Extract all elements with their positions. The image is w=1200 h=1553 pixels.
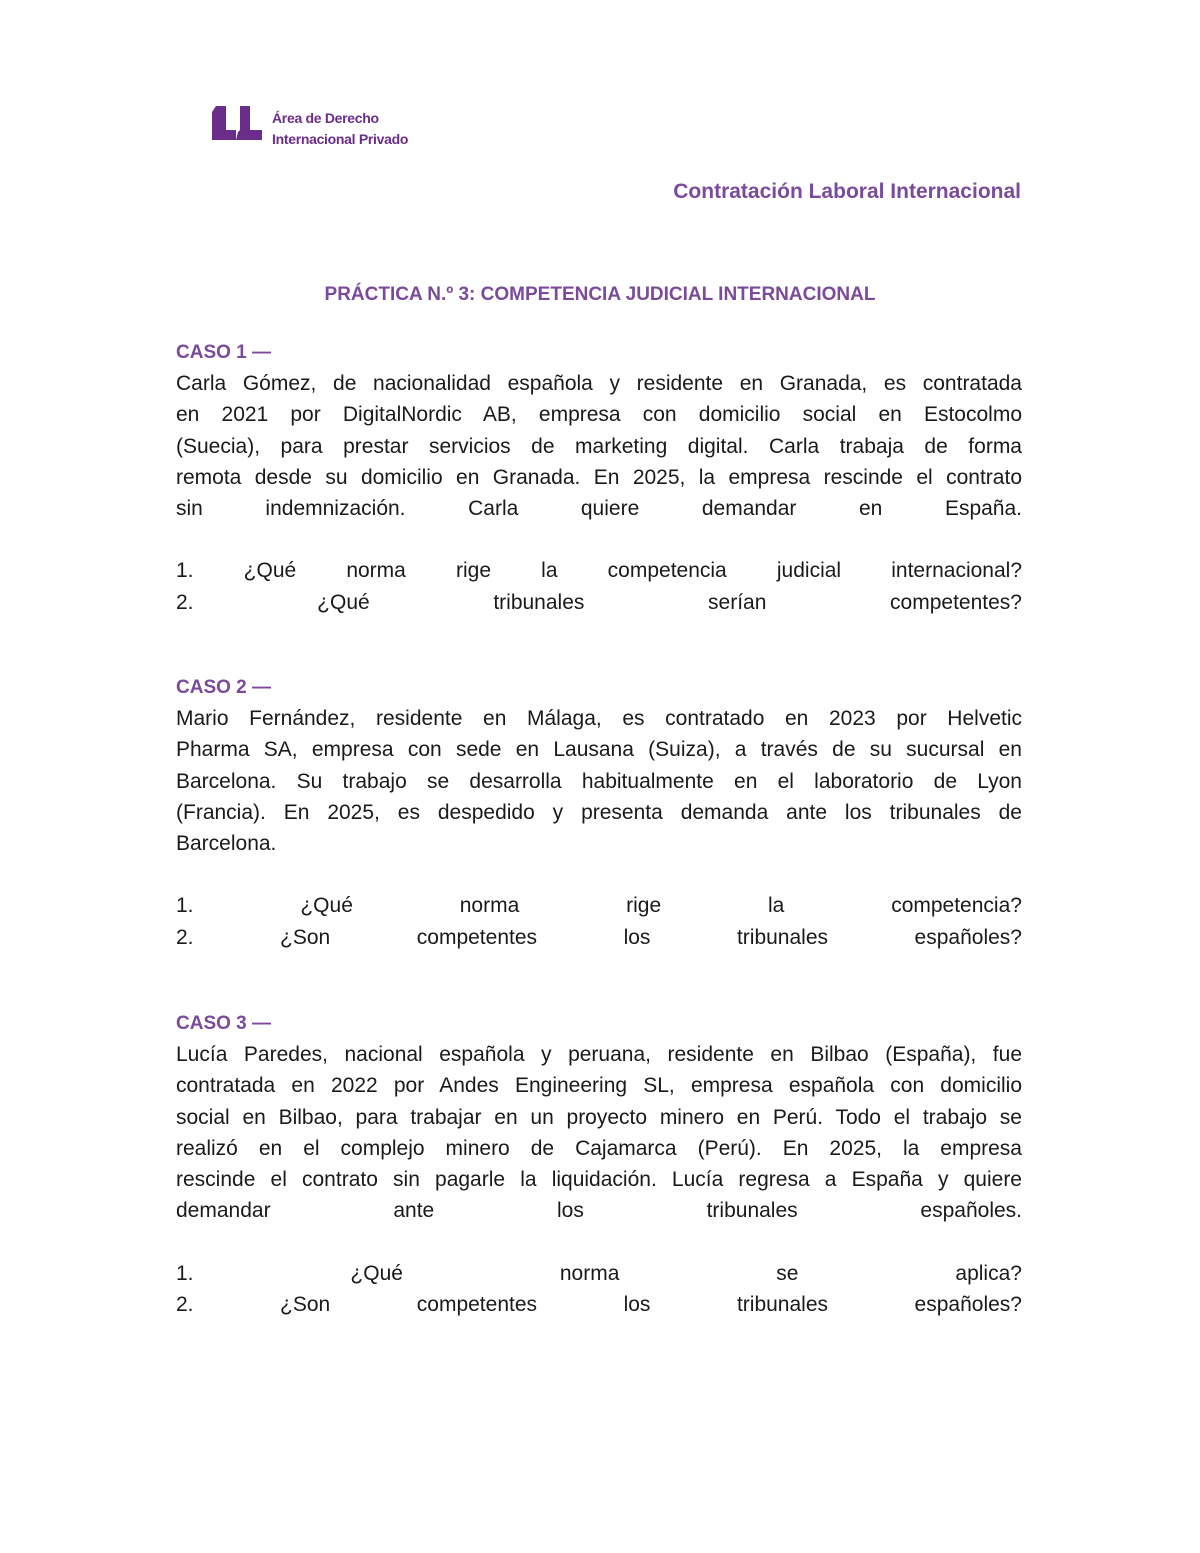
question-2: [176, 1289, 1022, 1320]
paragraph-line: social en Bilbao, para trabajar en un proyecto minero en Perú. Todo el trabajo se: [176, 1105, 1022, 1129]
paragraph-line: Lucía Paredes, nacional española y peruana, residente en Bilbao (España), fue: [176, 1043, 1022, 1067]
paragraph-line: demandar ante los tribunales españoles.: [176, 1199, 1022, 1223]
question-word: los: [623, 925, 651, 949]
question-word: 2.: [176, 590, 194, 614]
question-word: ¿Qué: [300, 894, 353, 918]
course-subject: Contratación Laboral Internacional: [673, 180, 1021, 203]
paragraph-line: contratada en 2022 por Andes Engineering SL, empresa española con domicilio: [176, 1074, 1022, 1098]
question-word: 2.: [176, 925, 194, 949]
logo-line-2: Internacional Privado: [272, 131, 409, 147]
question-word: ¿Qué: [350, 1261, 403, 1285]
question-word: competencia: [607, 559, 727, 583]
case-heading: CASO 3 —: [176, 1013, 272, 1034]
question-word: 2.: [176, 1292, 194, 1316]
question-word: la: [767, 894, 785, 918]
question-2: [176, 587, 1022, 618]
question-word: internacional?: [891, 559, 1022, 583]
question-1: [176, 555, 1022, 586]
question-word: 1.: [176, 559, 194, 583]
question-word: competentes?: [890, 590, 1022, 614]
case-heading: CASO 1 —: [176, 342, 272, 363]
question-word: españoles?: [914, 925, 1022, 949]
case-2: [176, 672, 1022, 953]
question-word: ¿Son: [280, 925, 331, 949]
paragraph-line: sin indemnización. Carla quiere demandar en España.: [176, 497, 1022, 521]
question-1: [176, 890, 1022, 921]
practice-title: PRÁCTICA N.º 3: COMPETENCIA JUDICIAL INTERNACIONAL: [324, 284, 876, 305]
case-1: [176, 337, 1022, 618]
logo-text: [272, 108, 408, 150]
question-word: tribunales: [736, 1292, 829, 1316]
question-word: ¿Qué: [317, 590, 370, 614]
logo: [212, 104, 408, 150]
question-word: ¿Son: [280, 1292, 331, 1316]
question-word: aplica?: [955, 1261, 1022, 1285]
paragraph-line: realizó en el complejo minero de Cajamarca (Perú). En 2025, la empresa: [176, 1136, 1022, 1160]
question-word: serían: [708, 590, 767, 614]
question-2: [176, 922, 1022, 953]
paragraph-line: (Francia). En 2025, es despedido y presenta demanda ante los tribunales de: [176, 800, 1022, 824]
paragraph-line: Barcelona.: [176, 832, 277, 856]
question-word: tribunales: [736, 925, 829, 949]
question-word: tribunales: [493, 590, 585, 614]
paragraph-line: remota desde su domicilio en Granada. En 2025, la empresa rescinde el contrato: [176, 465, 1022, 489]
question-word: ¿Qué: [243, 559, 297, 583]
question-word: competentes: [416, 925, 538, 949]
paragraph-line: Pharma SA, empresa con sede en Lausana (Suiza), a través de su sucursal en: [176, 738, 1022, 762]
question-word: norma: [459, 894, 520, 918]
paragraph-line: Barcelona. Su trabajo se desarrolla habitualmente en el laboratorio de Lyon: [176, 769, 1022, 793]
paragraph-line: en 2021 por DigitalNordic AB, empresa con domicilio social en Estocolmo: [176, 403, 1022, 427]
question-word: españoles?: [914, 1292, 1022, 1316]
case-paragraph: [176, 368, 1022, 524]
question-word: rige: [626, 894, 662, 918]
question-word: los: [623, 1292, 651, 1316]
question-word: la: [541, 559, 558, 583]
case-paragraph: [176, 703, 1022, 859]
question-word: norma: [559, 1261, 620, 1285]
question-word: competentes: [416, 1292, 538, 1316]
logo-line-1: Área de Derecho: [272, 110, 379, 126]
paragraph-line: Mario Fernández, residente en Málaga, es contratado en 2023 por Helvetic: [176, 707, 1022, 731]
case-3: [176, 1008, 1022, 1320]
question-word: rige: [456, 559, 492, 583]
paragraph-line: (Suecia), para prestar servicios de marketing digital. Carla trabaja de forma: [176, 434, 1022, 458]
question-1: [176, 1258, 1022, 1289]
question-word: se: [776, 1261, 799, 1285]
case-paragraph: [176, 1039, 1022, 1226]
logo-mark-icon: [212, 104, 264, 144]
paragraph-line: Carla Gómez, de nacionalidad española y residente en Granada, es contratada: [176, 372, 1022, 396]
case-heading: CASO 2 —: [176, 677, 272, 698]
question-word: 1.: [176, 894, 194, 918]
question-word: norma: [346, 559, 406, 583]
question-word: judicial: [776, 559, 842, 583]
question-word: competencia?: [891, 894, 1022, 918]
question-word: 1.: [176, 1261, 194, 1285]
paragraph-line: rescinde el contrato sin pagarle la liquidación. Lucía regresa a España y quiere: [176, 1168, 1022, 1192]
